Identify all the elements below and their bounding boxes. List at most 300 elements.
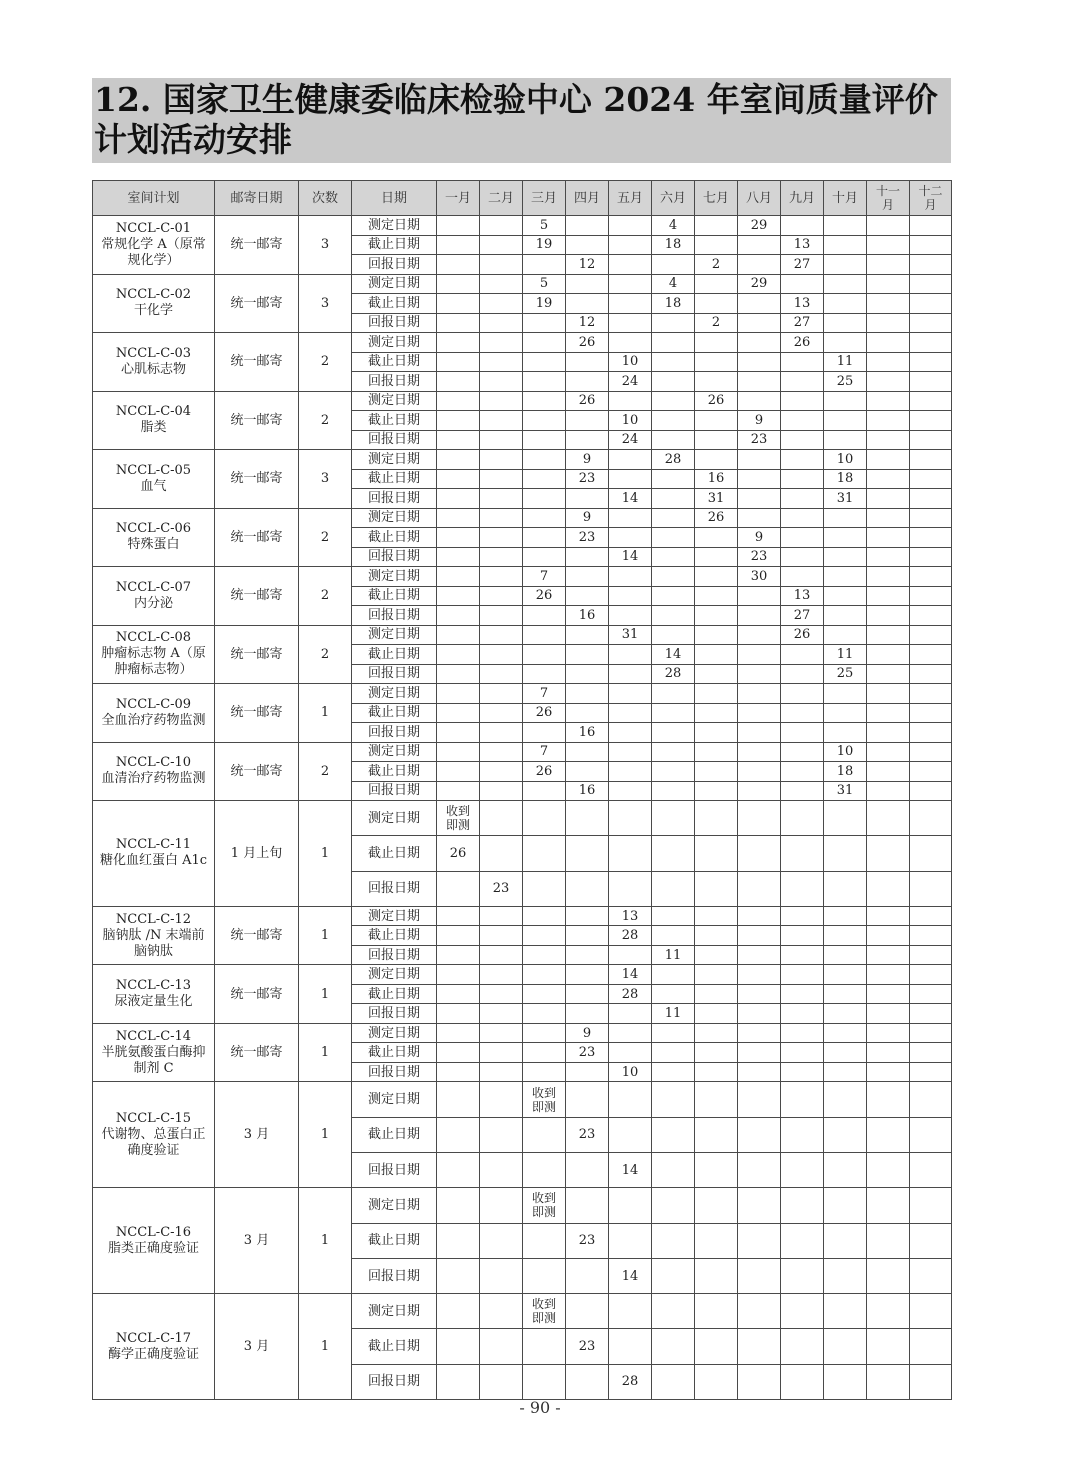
page-number: - 90 - xyxy=(519,1398,561,1417)
month-cell xyxy=(523,1082,566,1117)
month-cell: 27 xyxy=(781,255,824,275)
month-cell xyxy=(523,984,566,1004)
month-cell xyxy=(781,547,824,567)
month-cell: 26 xyxy=(695,508,738,528)
month-cell xyxy=(652,372,695,392)
table-row xyxy=(93,1082,952,1117)
month-cell: 26 xyxy=(566,391,609,411)
header-date: 日期 xyxy=(352,181,437,216)
month-cell xyxy=(652,684,695,704)
header-mail-date: 邮寄日期 xyxy=(215,181,299,216)
month-cell xyxy=(437,547,480,567)
month-cell xyxy=(609,294,652,314)
month-cell: 23 xyxy=(566,1117,609,1152)
month-cell xyxy=(523,723,566,743)
month-cell xyxy=(867,567,910,587)
date-type-label: 测定日期 xyxy=(352,450,437,470)
month-cell xyxy=(824,1329,867,1364)
month-cell xyxy=(824,1294,867,1329)
date-type-label: 测定日期 xyxy=(352,333,437,353)
month-cell xyxy=(609,255,652,275)
month-cell xyxy=(695,547,738,567)
month-cell xyxy=(652,1117,695,1152)
date-type-label: 测定日期 xyxy=(352,508,437,528)
month-cell xyxy=(867,255,910,275)
month-cell xyxy=(566,1082,609,1117)
table-row xyxy=(93,216,952,236)
table-row xyxy=(93,742,952,762)
month-cell xyxy=(824,945,867,965)
month-cell: 29 xyxy=(738,274,781,294)
month-cell xyxy=(566,801,609,836)
month-cell xyxy=(480,906,523,926)
table-row xyxy=(93,274,952,294)
month-cell xyxy=(910,294,952,314)
month-cell xyxy=(695,1062,738,1082)
month-cell xyxy=(480,1023,523,1043)
month-cell: 28 xyxy=(609,1364,652,1399)
month-cell xyxy=(910,742,952,762)
month-cell xyxy=(480,391,523,411)
month-cell xyxy=(867,1364,910,1399)
month-cell: 19 xyxy=(523,235,566,255)
month-cell xyxy=(910,528,952,548)
month-cell xyxy=(609,216,652,236)
month-cell xyxy=(824,274,867,294)
month-cell xyxy=(781,1294,824,1329)
plan-cell xyxy=(93,965,215,1024)
month-cell: 23 xyxy=(566,1043,609,1063)
month-cell xyxy=(867,1082,910,1117)
plan-cell xyxy=(93,216,215,275)
mail-date-cell: 统一邮寄 xyxy=(215,906,299,965)
month-cell xyxy=(437,1152,480,1187)
month-cell xyxy=(523,450,566,470)
month-cell xyxy=(695,926,738,946)
count-cell: 2 xyxy=(299,391,352,450)
mail-date-cell: 统一邮寄 xyxy=(215,508,299,567)
month-cell xyxy=(867,586,910,606)
month-cell xyxy=(480,742,523,762)
month-cell xyxy=(566,645,609,665)
mail-date-cell: 统一邮寄 xyxy=(215,742,299,801)
plan-code: NCCL-C-15 xyxy=(115,1110,192,1126)
count-cell: 1 xyxy=(299,1294,352,1400)
month-cell: 10 xyxy=(609,411,652,431)
month-cell xyxy=(781,489,824,509)
month-cell xyxy=(910,906,952,926)
month-cell xyxy=(695,1188,738,1223)
date-type-label: 测定日期 xyxy=(352,965,437,985)
month-cell xyxy=(437,801,480,836)
date-type-label: 回报日期 xyxy=(352,945,437,965)
month-cell xyxy=(480,1043,523,1063)
month-cell xyxy=(480,547,523,567)
month-cell: 16 xyxy=(566,723,609,743)
month-cell xyxy=(695,723,738,743)
table-row xyxy=(93,625,952,645)
month-cell xyxy=(480,528,523,548)
month-cell xyxy=(824,1258,867,1293)
month-cell xyxy=(695,781,738,801)
table-row xyxy=(93,567,952,587)
month-cell xyxy=(695,372,738,392)
month-cell: 26 xyxy=(523,586,566,606)
count-cell: 1 xyxy=(299,1023,352,1082)
month-cell xyxy=(652,430,695,450)
month-cell xyxy=(695,871,738,906)
month-cell xyxy=(867,411,910,431)
mail-date-cell: 统一邮寄 xyxy=(215,965,299,1024)
month-cell xyxy=(652,926,695,946)
month-cell xyxy=(609,1294,652,1329)
month-cell xyxy=(867,742,910,762)
month-cell xyxy=(437,1082,480,1117)
plan-name: 代谢物、总蛋白正确度验证 xyxy=(101,1126,206,1158)
table-row xyxy=(93,1188,952,1223)
plan-name: 脂类正确度验证 xyxy=(107,1240,199,1256)
date-type-label: 截止日期 xyxy=(352,1223,437,1258)
month-cell xyxy=(695,606,738,626)
month-cell xyxy=(437,1364,480,1399)
count-cell: 2 xyxy=(299,567,352,626)
month-cell xyxy=(824,547,867,567)
month-cell xyxy=(824,430,867,450)
month-cell xyxy=(781,469,824,489)
month-cell: 23 xyxy=(738,547,781,567)
date-type-label: 测定日期 xyxy=(352,1082,437,1117)
month-cell xyxy=(523,965,566,985)
month-cell: 7 xyxy=(523,742,566,762)
month-cell xyxy=(781,801,824,836)
month-cell xyxy=(437,469,480,489)
month-cell xyxy=(652,1188,695,1223)
month-cell xyxy=(609,1117,652,1152)
month-cell xyxy=(910,625,952,645)
month-cell xyxy=(824,984,867,1004)
month-cell xyxy=(824,1223,867,1258)
month-cell xyxy=(910,781,952,801)
table-row xyxy=(93,333,952,353)
month-cell xyxy=(609,313,652,333)
month-cell xyxy=(437,1294,480,1329)
date-type-label: 截止日期 xyxy=(352,926,437,946)
month-cell xyxy=(867,801,910,836)
month-cell xyxy=(609,567,652,587)
month-cell xyxy=(523,1223,566,1258)
month-cell xyxy=(781,372,824,392)
month-cell xyxy=(910,216,952,236)
mail-date-cell: 统一邮寄 xyxy=(215,391,299,450)
month-cell xyxy=(695,1223,738,1258)
month-cell: 9 xyxy=(566,450,609,470)
month-cell xyxy=(480,801,523,836)
month-cell xyxy=(609,645,652,665)
month-cell: 9 xyxy=(738,528,781,548)
month-cell xyxy=(480,762,523,782)
month-cell xyxy=(480,1294,523,1329)
month-cell xyxy=(523,1004,566,1024)
month-cell xyxy=(738,372,781,392)
table-row xyxy=(93,684,952,704)
plan-cell xyxy=(93,742,215,801)
month-cell xyxy=(738,945,781,965)
month-cell xyxy=(609,762,652,782)
month-cell xyxy=(437,430,480,450)
count-cell: 1 xyxy=(299,684,352,743)
month-cell xyxy=(824,333,867,353)
month-cell xyxy=(652,1023,695,1043)
month-cell xyxy=(480,1188,523,1223)
month-cell xyxy=(867,1223,910,1258)
plan-cell xyxy=(93,450,215,509)
month-cell xyxy=(437,742,480,762)
month-cell xyxy=(523,528,566,548)
month-cell: 29 xyxy=(738,216,781,236)
month-cell xyxy=(652,742,695,762)
month-cell xyxy=(867,547,910,567)
month-cell xyxy=(566,625,609,645)
month-cell xyxy=(480,1152,523,1187)
month-cell xyxy=(910,235,952,255)
month-cell xyxy=(867,606,910,626)
month-cell xyxy=(480,926,523,946)
month-cell xyxy=(609,1329,652,1364)
month-cell xyxy=(910,926,952,946)
month-cell xyxy=(738,1152,781,1187)
month-cell xyxy=(867,391,910,411)
plan-name: 血气 xyxy=(140,478,167,494)
header-month-4: 四月 xyxy=(566,181,609,216)
month-cell xyxy=(824,723,867,743)
month-cell xyxy=(566,984,609,1004)
month-cell xyxy=(523,1294,566,1329)
month-cell xyxy=(867,469,910,489)
month-cell xyxy=(523,871,566,906)
date-type-label: 回报日期 xyxy=(352,606,437,626)
month-cell xyxy=(609,836,652,871)
plan-name: 尿液定量生化 xyxy=(114,994,193,1010)
month-cell xyxy=(523,1152,566,1187)
month-cell: 7 xyxy=(523,684,566,704)
month-cell: 27 xyxy=(781,313,824,333)
month-cell: 5 xyxy=(523,274,566,294)
header-month-6: 六月 xyxy=(652,181,695,216)
month-cell xyxy=(910,489,952,509)
month-cell xyxy=(609,508,652,528)
month-cell xyxy=(910,871,952,906)
month-cell: 31 xyxy=(824,489,867,509)
month-cell: 2 xyxy=(695,255,738,275)
month-cell xyxy=(523,430,566,450)
header-month-10: 十月 xyxy=(824,181,867,216)
month-cell xyxy=(480,216,523,236)
month-cell xyxy=(437,1062,480,1082)
month-cell xyxy=(480,684,523,704)
plan-code: NCCL-C-01 xyxy=(115,220,192,236)
date-type-label: 测定日期 xyxy=(352,1188,437,1223)
month-cell xyxy=(652,723,695,743)
month-cell xyxy=(781,945,824,965)
month-cell xyxy=(738,1258,781,1293)
month-cell xyxy=(523,1329,566,1364)
month-cell xyxy=(910,703,952,723)
month-cell xyxy=(867,1258,910,1293)
month-cell: 16 xyxy=(566,781,609,801)
month-cell: 27 xyxy=(781,606,824,626)
month-cell xyxy=(609,1223,652,1258)
month-cell xyxy=(437,586,480,606)
month-cell xyxy=(523,945,566,965)
month-cell xyxy=(738,836,781,871)
plan-code: NCCL-C-09 xyxy=(115,696,192,712)
month-cell: 23 xyxy=(480,871,523,906)
month-cell xyxy=(695,1117,738,1152)
month-cell xyxy=(652,333,695,353)
month-cell xyxy=(523,547,566,567)
month-cell: 11 xyxy=(824,352,867,372)
month-cell: 26 xyxy=(781,333,824,353)
month-cell xyxy=(480,450,523,470)
header-plan: 室间计划 xyxy=(93,181,215,216)
month-cell xyxy=(437,1223,480,1258)
header-month-11 xyxy=(867,181,910,216)
month-cell xyxy=(437,1258,480,1293)
month-cell xyxy=(437,216,480,236)
count-cell: 2 xyxy=(299,333,352,392)
month-cell xyxy=(437,255,480,275)
month-cell xyxy=(695,801,738,836)
month-cell: 30 xyxy=(738,567,781,587)
month-cell xyxy=(437,906,480,926)
date-type-label: 测定日期 xyxy=(352,906,437,926)
month-cell xyxy=(824,906,867,926)
month-cell xyxy=(652,625,695,645)
month-cell xyxy=(695,984,738,1004)
month-cell xyxy=(824,411,867,431)
month-cell xyxy=(652,1258,695,1293)
month-cell xyxy=(910,1364,952,1399)
month-cell xyxy=(867,1188,910,1223)
month-cell xyxy=(781,984,824,1004)
month-cell xyxy=(437,1329,480,1364)
date-type-label: 截止日期 xyxy=(352,352,437,372)
date-type-label: 截止日期 xyxy=(352,762,437,782)
header-month-1: 一月 xyxy=(437,181,480,216)
month-cell: 26 xyxy=(695,391,738,411)
month-cell xyxy=(781,684,824,704)
month-cell xyxy=(609,1082,652,1117)
month-cell xyxy=(738,1082,781,1117)
month-cell xyxy=(910,352,952,372)
month-cell xyxy=(738,255,781,275)
month-cell xyxy=(824,926,867,946)
month-cell xyxy=(910,1152,952,1187)
month-cell xyxy=(738,1043,781,1063)
month-cell: 2 xyxy=(695,313,738,333)
month-cell xyxy=(523,333,566,353)
month-cell xyxy=(437,926,480,946)
month-cell xyxy=(437,235,480,255)
month-cell xyxy=(652,547,695,567)
count-cell: 2 xyxy=(299,625,352,684)
month-cell xyxy=(910,255,952,275)
month-cell xyxy=(910,567,952,587)
plan-name: 肿瘤标志物 A（原肿瘤标志物） xyxy=(101,646,206,678)
month-cell xyxy=(910,333,952,353)
month-cell xyxy=(437,625,480,645)
month-cell xyxy=(910,945,952,965)
month-cell xyxy=(437,945,480,965)
month-cell xyxy=(480,1258,523,1293)
plan-cell xyxy=(93,1082,215,1188)
month-cell xyxy=(523,313,566,333)
month-cell xyxy=(738,1117,781,1152)
month-cell xyxy=(437,984,480,1004)
month-cell xyxy=(910,1062,952,1082)
mail-date-cell: 3 月 xyxy=(215,1294,299,1400)
month-cell xyxy=(437,1188,480,1223)
month-cell xyxy=(480,836,523,871)
month-cell xyxy=(781,871,824,906)
month-cell xyxy=(695,742,738,762)
count-cell: 1 xyxy=(299,1188,352,1294)
month-cell xyxy=(824,586,867,606)
month-cell xyxy=(480,1082,523,1117)
month-cell xyxy=(652,352,695,372)
month-cell xyxy=(609,1188,652,1223)
month-cell xyxy=(566,906,609,926)
plan-name: 糖化血红蛋白 A1c xyxy=(99,853,208,869)
month-cell: 9 xyxy=(566,1023,609,1043)
month-cell: 23 xyxy=(566,1223,609,1258)
month-cell xyxy=(437,372,480,392)
date-type-label: 回报日期 xyxy=(352,372,437,392)
month-cell: 18 xyxy=(824,469,867,489)
month-cell xyxy=(867,684,910,704)
month-cell: 18 xyxy=(652,235,695,255)
month-cell xyxy=(910,508,952,528)
plan-code: NCCL-C-14 xyxy=(115,1028,192,1044)
plan-cell xyxy=(93,274,215,333)
month-cell xyxy=(824,567,867,587)
month-cell xyxy=(652,489,695,509)
month-cell xyxy=(480,372,523,392)
month-cell xyxy=(480,625,523,645)
month-cell xyxy=(910,411,952,431)
month-cell xyxy=(781,216,824,236)
month-cell xyxy=(609,450,652,470)
month-cell xyxy=(695,1364,738,1399)
month-cell xyxy=(910,1329,952,1364)
month-cell xyxy=(566,664,609,684)
date-type-label: 截止日期 xyxy=(352,528,437,548)
month-cell: 25 xyxy=(824,372,867,392)
plan-name: 心肌标志物 xyxy=(120,361,186,377)
month-cell xyxy=(652,965,695,985)
month-cell xyxy=(824,606,867,626)
month-cell xyxy=(867,965,910,985)
month-cell xyxy=(566,1258,609,1293)
date-type-label: 回报日期 xyxy=(352,430,437,450)
plan-code: NCCL-C-12 xyxy=(115,911,192,927)
month-cell xyxy=(437,703,480,723)
month-cell xyxy=(566,1062,609,1082)
month-cell xyxy=(824,508,867,528)
month-cell xyxy=(910,1258,952,1293)
month-cell xyxy=(824,313,867,333)
date-type-label: 回报日期 xyxy=(352,723,437,743)
